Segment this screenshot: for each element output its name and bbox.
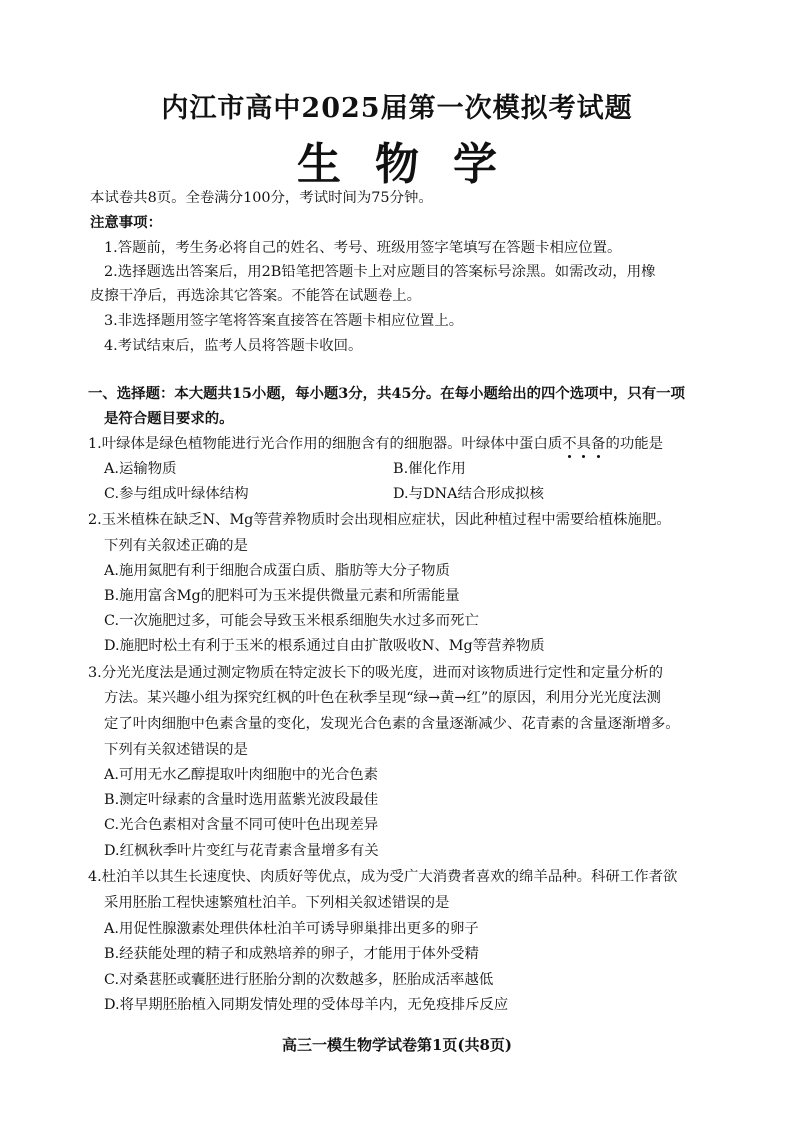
- option-b: B.测定叶绿素的含量时选用蓝紫光波段最佳: [104, 792, 379, 808]
- option-b: B.催化作用: [393, 461, 466, 477]
- question-2-stem: 2.玉米植株在缺乏N、Mg等营养物质时会出现相应症状，因此种植过程中需要给植株施肥。: [88, 512, 671, 528]
- exam-title: 内江市高中2025届第一次模拟考试题: [161, 93, 633, 124]
- option-a: A.施用氮肥有利于细胞合成蛋白质、脂肪等大分子物质: [104, 563, 450, 579]
- option-c: C.对桑葚胚或囊胚进行胚胎分割的次数越多，胚胎成活率越低: [104, 972, 494, 988]
- question-3-stem-cont: 方法。某兴趣小组为探究红枫的叶色在秋季呈现“绿→黄→红”的原因，利用分光光度法测: [104, 690, 661, 706]
- option-d: D.将早期胚胎植入同期发情处理的受体母羊内，无免疫排斥反应: [104, 997, 509, 1013]
- question-stem-text: 1.叶绿体是绿色植物能进行光合作用的细胞含有的细胞器。叶绿体中蛋白质: [88, 436, 563, 452]
- emphasis-char: 具: [576, 436, 592, 452]
- notice-item: 4.考试结束后，监考人员将答题卡收回。: [104, 338, 363, 354]
- option-d: D.施肥时松土有利于玉米的根系通过自由扩散吸收N、Mg等营养物质: [104, 638, 545, 654]
- option-c: C.参与组成叶绿体结构: [104, 486, 249, 502]
- emphasis-char: 不: [562, 436, 577, 452]
- question-3-stem: 3.分光光度法是通过测定物质在特定波长下的吸光度，进而对该物质进行定性和定量分析的: [88, 665, 663, 681]
- option-d: D.红枫秋季叶片变红与花青素含量增多有关: [104, 843, 379, 859]
- subject-title: 生物学: [297, 139, 531, 190]
- exam-intro: 本试卷共8页。全卷满分100分，考试时间为75分钟。: [90, 190, 433, 206]
- question-1-stem: [88, 434, 663, 454]
- option-a: A.运输物质: [104, 461, 177, 477]
- notice-heading: 注意事项：: [90, 214, 162, 231]
- section-heading-cont: 是符合题目要求的。: [104, 410, 234, 427]
- question-stem-text: 的功能是: [605, 436, 664, 452]
- option-a: A.用促性腺激素处理供体杜泊羊可诱导卵巢排出更多的卵子: [104, 921, 479, 937]
- question-4-stem-cont: 采用胚胎工程快速繁殖杜泊羊。下列相关叙述错误的是: [104, 895, 450, 911]
- notice-item: 3.非选择题用签字笔将答案直接答在答题卡相应位置上。: [104, 313, 464, 329]
- question-3-stem-cont: 定了叶肉细胞中色素含量的变化，发现光合色素的含量逐渐减少、花青素的含量逐渐增多。: [104, 716, 680, 732]
- section-heading: 一、选择题：本大题共15小题，每小题3分，共45分。在每小题给出的四个选项中，只有一项: [88, 385, 685, 402]
- question-2-stem-cont: 下列有关叙述正确的是: [104, 538, 248, 554]
- notice-item: 皮擦干净后，再选涂其它答案。不能答在试题卷上。: [90, 288, 421, 304]
- question-3-stem-cont: 下列有关叙述错误的是: [104, 742, 248, 758]
- option-c: C.一次施肥过多，可能会导致玉米根系细胞失水过多而死亡: [104, 613, 479, 629]
- notice-item: 1.答题前，考生务必将自己的姓名、考号、班级用签字笔填写在答题卡相应位置。: [104, 240, 622, 256]
- option-a: A.可用无水乙醇提取叶肉细胞中的光合色素: [104, 767, 378, 783]
- option-b: B.施用富含Mg的肥料可为玉米提供微量元素和所需能量: [104, 588, 460, 604]
- notice-item: 2.选择题选出答案后，用2B铅笔把答题卡上对应题目的答案标号涂黑。如需改动，用橡: [104, 264, 656, 280]
- option-c: C.光合色素相对含量不同可使叶色出现差异: [104, 817, 379, 833]
- option-d: D.与DNA结合形成拟核: [393, 486, 544, 502]
- question-4-stem: 4.杜泊羊以其生长速度快、肉质好等优点，成为受广大消费者喜欢的绵羊品种。科研工作者欲: [88, 869, 678, 885]
- page-footer: 高三一模生物学试卷第1页(共8页): [281, 1036, 513, 1054]
- option-b: B.经获能处理的精子和成熟培养的卵子，才能用于体外受精: [104, 946, 479, 962]
- emphasis-char: 备: [591, 436, 606, 452]
